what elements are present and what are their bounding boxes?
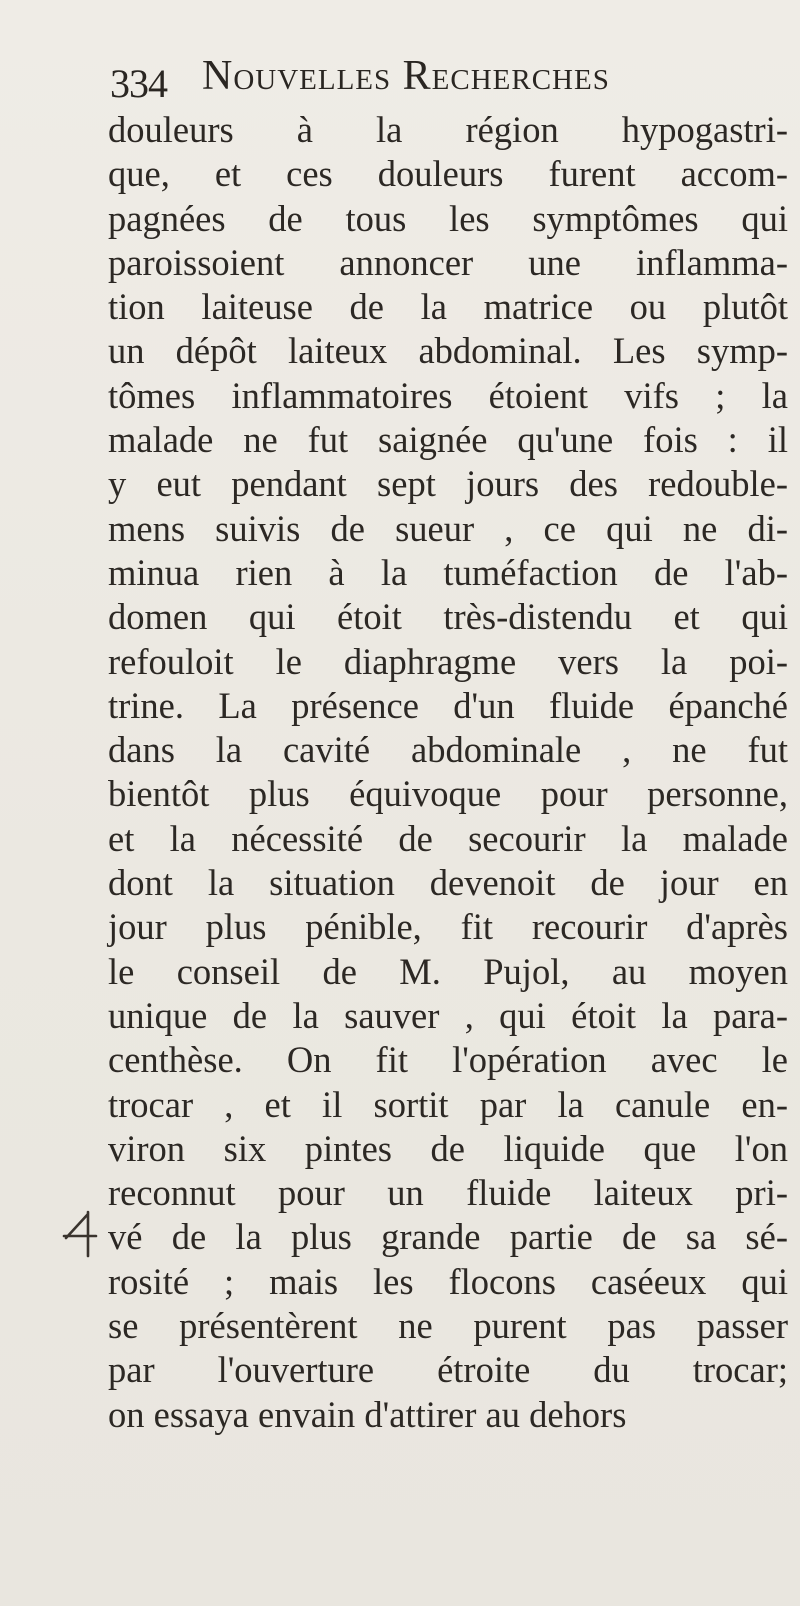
text-line: y eut pendant sept jours des redouble- <box>108 463 788 505</box>
text-line: bientôt plus équivoque pour personne, <box>108 773 788 815</box>
text-line: unique de la sauver , qui étoit la para- <box>108 994 788 1036</box>
text-line: par l'ouverture étroite du trocar; <box>108 1349 788 1391</box>
mark-icon <box>58 1208 102 1260</box>
text-line: minua rien à la tuméfaction de l'ab- <box>108 551 788 593</box>
text-line: dont la situation devenoit de jour en <box>108 862 788 904</box>
text-line: domen qui étoit très-distendu et qui <box>108 596 788 638</box>
text-line: douleurs à la région hypogastri- <box>108 109 788 150</box>
text-line: paroissoient annoncer une inflamma- <box>108 241 788 283</box>
page-number: 334 <box>110 61 167 106</box>
text-line: jour plus pénible, fit recourir d'après <box>108 906 788 948</box>
text-line: mens suivis de sueur , ce qui ne di- <box>108 507 788 549</box>
text-line: se présentèrent ne purent pas passer <box>108 1305 788 1347</box>
text-line: dans la cavité abdominale , ne fut <box>108 729 788 771</box>
text-line: et la nécessité de secourir la malade <box>108 817 788 859</box>
running-title: Nouvelles Recherches <box>202 53 610 99</box>
text-line: que, et ces douleurs furent accom- <box>108 153 788 195</box>
text-line: tômes inflammatoires étoient vifs ; la <box>108 374 788 416</box>
text-line: rosité ; mais les flocons caséeux qui <box>108 1260 788 1302</box>
text-line: trine. La présence d'un fluide épanché <box>108 684 788 726</box>
text-line: trocar , et il sortit par la canule en- <box>108 1083 788 1125</box>
text-line: refouloit le diaphragme vers la poi- <box>108 640 788 682</box>
text-line: vé de la plus grande partie de sa sé- <box>108 1216 788 1258</box>
text-line: tion laiteuse de la matrice ou plutôt <box>108 286 788 328</box>
text-line: reconnut pour un fluide laiteux pri- <box>108 1172 788 1214</box>
text-line: on essaya envain d'attirer au dehors <box>108 1393 627 1435</box>
text-line: le conseil de M. Pujol, au moyen <box>108 950 788 992</box>
text-line: malade ne fut saignée qu'une fois : il <box>108 419 788 461</box>
text-line: un dépôt laiteux abdominal. Les symp- <box>108 330 788 372</box>
text-line: pagnées de tous les symptômes qui <box>108 197 788 239</box>
body-text <box>108 108 788 1437</box>
text-line: viron six pintes de liquide que l'on <box>108 1127 788 1169</box>
text-line: centhèse. On fit l'opération avec le <box>108 1039 788 1081</box>
